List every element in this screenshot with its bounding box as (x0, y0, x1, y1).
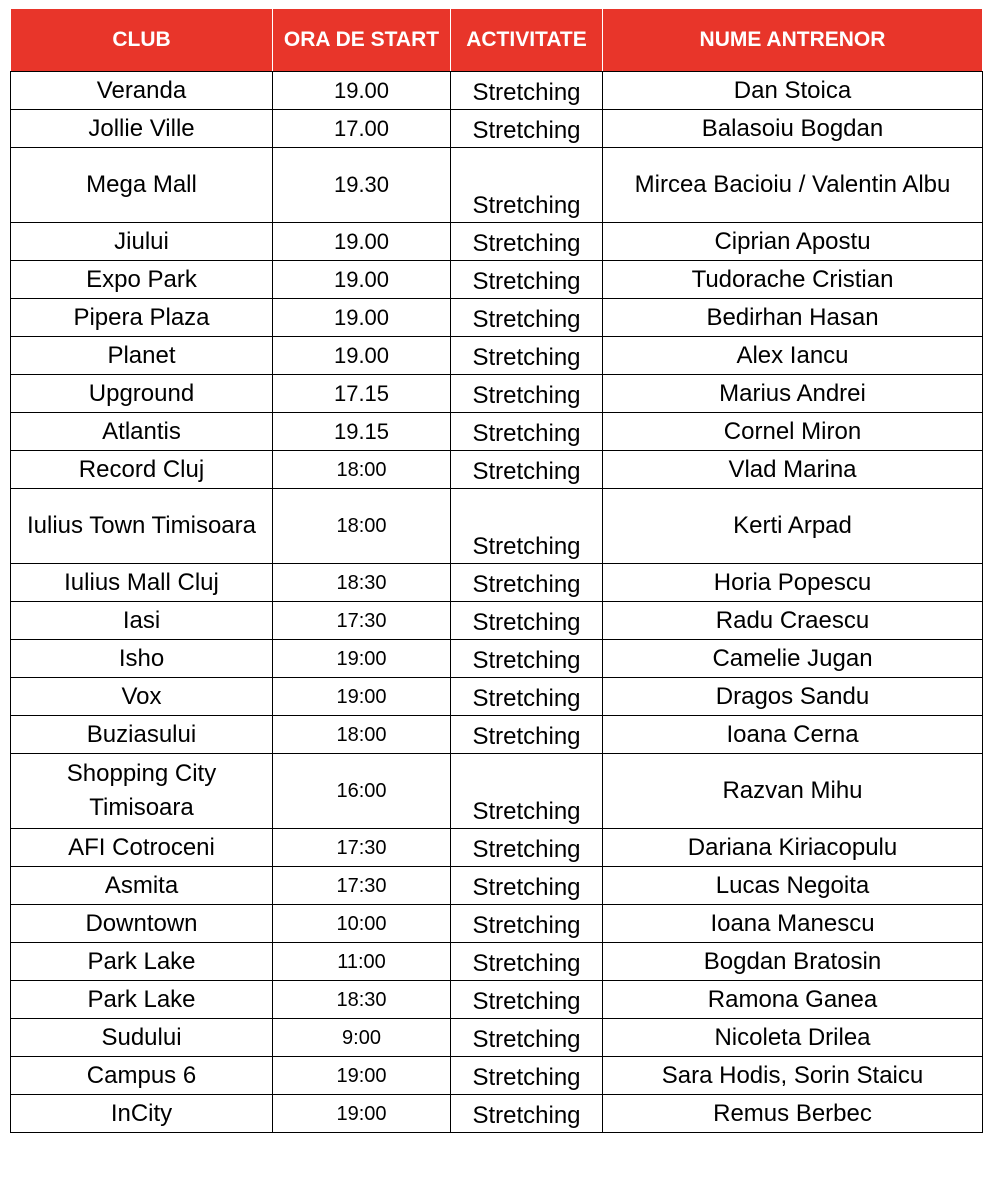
club-cell: Iulius Mall Cluj (11, 564, 273, 602)
table-row (11, 564, 983, 602)
table-row (11, 451, 983, 489)
time-cell: 19.30 (273, 148, 451, 223)
table-row (11, 981, 983, 1019)
time-cell: 18:00 (273, 489, 451, 564)
time-cell: 19.00 (273, 223, 451, 261)
trainer-cell: Alex Iancu (603, 337, 983, 375)
club-cell: Park Lake (11, 943, 273, 981)
club-cell: Downtown (11, 905, 273, 943)
activity-cell: Stretching (451, 1057, 603, 1095)
trainer-cell: Ciprian Apostu (603, 223, 983, 261)
club-cell: Iasi (11, 602, 273, 640)
club-cell: Sudului (11, 1019, 273, 1057)
trainer-cell: Sara Hodis, Sorin Staicu (603, 1057, 983, 1095)
time-cell: 19:00 (273, 678, 451, 716)
club-cell: Record Cluj (11, 451, 273, 489)
header-start-time: ORA DE START (273, 9, 451, 72)
trainer-cell: Razvan Mihu (603, 754, 983, 829)
activity-cell: Stretching (451, 1019, 603, 1057)
time-cell: 19.00 (273, 261, 451, 299)
activity-cell: Stretching (451, 451, 603, 489)
time-cell: 19:00 (273, 1057, 451, 1095)
time-cell: 19.00 (273, 337, 451, 375)
time-cell: 18:00 (273, 451, 451, 489)
activity-cell: Stretching (451, 1095, 603, 1133)
trainer-cell: Ioana Cerna (603, 716, 983, 754)
activity-cell: Stretching (451, 489, 603, 564)
table-row (11, 72, 983, 110)
header-row (11, 9, 983, 72)
schedule-table (10, 8, 983, 1133)
time-cell: 17.15 (273, 375, 451, 413)
table-row (11, 1019, 983, 1057)
table-row (11, 1095, 983, 1133)
time-cell: 16:00 (273, 754, 451, 829)
trainer-cell: Bogdan Bratosin (603, 943, 983, 981)
table-row (11, 261, 983, 299)
activity-cell: Stretching (451, 640, 603, 678)
activity-cell: Stretching (451, 602, 603, 640)
club-cell: Planet (11, 337, 273, 375)
activity-cell: Stretching (451, 110, 603, 148)
trainer-cell: Balasoiu Bogdan (603, 110, 983, 148)
activity-cell: Stretching (451, 981, 603, 1019)
trainer-cell: Camelie Jugan (603, 640, 983, 678)
club-cell: Campus 6 (11, 1057, 273, 1095)
club-cell: Veranda (11, 72, 273, 110)
activity-cell: Stretching (451, 943, 603, 981)
trainer-cell: Bedirhan Hasan (603, 299, 983, 337)
time-cell: 18:30 (273, 981, 451, 1019)
club-cell: Mega Mall (11, 148, 273, 223)
time-cell: 17.00 (273, 110, 451, 148)
table-row (11, 413, 983, 451)
table-row (11, 489, 983, 564)
activity-cell: Stretching (451, 413, 603, 451)
table-row (11, 148, 983, 223)
table-row (11, 337, 983, 375)
activity-cell: Stretching (451, 72, 603, 110)
trainer-cell: Lucas Negoita (603, 867, 983, 905)
trainer-cell: Nicoleta Drilea (603, 1019, 983, 1057)
club-cell: Pipera Plaza (11, 299, 273, 337)
time-cell: 19:00 (273, 1095, 451, 1133)
activity-cell: Stretching (451, 678, 603, 716)
trainer-cell: Vlad Marina (603, 451, 983, 489)
time-cell: 19.00 (273, 299, 451, 337)
club-cell: Upground (11, 375, 273, 413)
table-row (11, 223, 983, 261)
table-row (11, 602, 983, 640)
time-cell: 19.00 (273, 72, 451, 110)
header-trainer: NUME ANTRENOR (603, 9, 983, 72)
time-cell: 9:00 (273, 1019, 451, 1057)
club-cell: Atlantis (11, 413, 273, 451)
table-row (11, 905, 983, 943)
table-row (11, 375, 983, 413)
club-cell: Jiului (11, 223, 273, 261)
club-cell: Shopping City Timisoara (11, 754, 273, 829)
activity-cell: Stretching (451, 716, 603, 754)
activity-cell: Stretching (451, 829, 603, 867)
activity-cell: Stretching (451, 375, 603, 413)
activity-cell: Stretching (451, 905, 603, 943)
club-cell: Vox (11, 678, 273, 716)
club-cell: Asmita (11, 867, 273, 905)
table-row (11, 110, 983, 148)
activity-cell: Stretching (451, 337, 603, 375)
trainer-cell: Ioana Manescu (603, 905, 983, 943)
activity-cell: Stretching (451, 223, 603, 261)
activity-cell: Stretching (451, 754, 603, 829)
trainer-cell: Kerti Arpad (603, 489, 983, 564)
time-cell: 11:00 (273, 943, 451, 981)
header-club: CLUB (11, 9, 273, 72)
trainer-cell: Ramona Ganea (603, 981, 983, 1019)
time-cell: 18:30 (273, 564, 451, 602)
table-row (11, 299, 983, 337)
club-cell: Park Lake (11, 981, 273, 1019)
table-row (11, 867, 983, 905)
activity-cell: Stretching (451, 564, 603, 602)
trainer-cell: Radu Craescu (603, 602, 983, 640)
activity-cell: Stretching (451, 867, 603, 905)
club-cell: Expo Park (11, 261, 273, 299)
club-cell: InCity (11, 1095, 273, 1133)
table-row (11, 1057, 983, 1095)
trainer-cell: Tudorache Cristian (603, 261, 983, 299)
time-cell: 19.15 (273, 413, 451, 451)
header-activity: ACTIVITATE (451, 9, 603, 72)
table-row (11, 943, 983, 981)
club-cell: Iulius Town Timisoara (11, 489, 273, 564)
club-cell: Isho (11, 640, 273, 678)
time-cell: 17:30 (273, 867, 451, 905)
trainer-cell: Dan Stoica (603, 72, 983, 110)
trainer-cell: Horia Popescu (603, 564, 983, 602)
trainer-cell: Remus Berbec (603, 1095, 983, 1133)
trainer-cell: Cornel Miron (603, 413, 983, 451)
table-row (11, 678, 983, 716)
table-row (11, 716, 983, 754)
trainer-cell: Dragos Sandu (603, 678, 983, 716)
club-cell: AFI Cotroceni (11, 829, 273, 867)
time-cell: 19:00 (273, 640, 451, 678)
table-row (11, 829, 983, 867)
table-row (11, 640, 983, 678)
activity-cell: Stretching (451, 148, 603, 223)
club-cell: Jollie Ville (11, 110, 273, 148)
table-row (11, 754, 983, 829)
time-cell: 17:30 (273, 602, 451, 640)
trainer-cell: Marius Andrei (603, 375, 983, 413)
time-cell: 10:00 (273, 905, 451, 943)
activity-cell: Stretching (451, 261, 603, 299)
activity-cell: Stretching (451, 299, 603, 337)
club-cell: Buziasului (11, 716, 273, 754)
trainer-cell: Mircea Bacioiu / Valentin Albu (603, 148, 983, 223)
trainer-cell: Dariana Kiriacopulu (603, 829, 983, 867)
time-cell: 18:00 (273, 716, 451, 754)
time-cell: 17:30 (273, 829, 451, 867)
